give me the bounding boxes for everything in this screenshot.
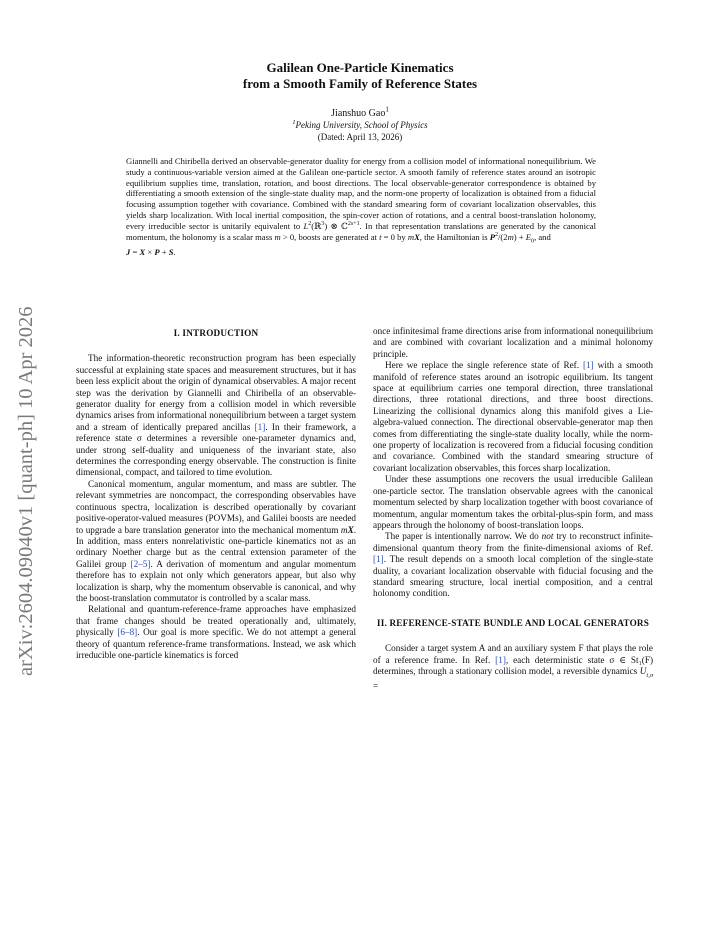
author-line: Jianshuo Gao$^1$ (331, 105, 389, 119)
math-hilbert-space: L (303, 220, 309, 231)
intro-paragraph-3: Relational and quantum-reference-frame approaches have emphasized that frame changes should be treated operationally and, ultimately, physically [6–8]. Our goal is more specific. We do not attempt a general theory of quantum reference-frame transformations. Instead, we ask which irreducible one-particle kinematics is forced (76, 604, 357, 660)
dated-line: (Dated: April 13, 2026) (317, 132, 403, 142)
paper-title-line-1: Galilean One-Particle Kinematics (266, 60, 454, 75)
section-heading-introduction: I. INTRODUCTION (173, 328, 259, 338)
math-mass: m (274, 231, 281, 242)
abstract-text-4: by (397, 231, 406, 242)
abstract-text-2: . In that representation translations are generated by the canonical momentum, the holonomy is a scalar mass (126, 220, 597, 242)
abstract-text-1: Giannelli and Chiribella derived an observable-generator duality for energy from a collision model of informational nonequilibrium. We study a continuous-variable version aimed at the Galilean one-particle sector. A smooth family of reference states around an isotropic equilibrium supplies time, translation, rotation, and boost directions. The local observable-generator correspondence is obtained by differentiating a smooth extension of the single-state duality map, and the norm-one property of localization is obtained from a fiducial focusing assumption together with covariance. Combined with the standard smearing form of covariant localization observables, this yields sharp localization. With local inertial composition, the spin-cover action of rotations, and a central boost-translation holonomy, every irreducible sector is unitarily equivalent to (126, 156, 596, 231)
arxiv-identifier-stamp (8, 240, 42, 680)
arxiv-id-text: arXiv:2604.09040v1 [quant-ph] 10 Apr 2026 (15, 306, 37, 676)
right-column (373, 326, 653, 693)
section-heading-reference-state-bundle: II. REFERENCE-STATE BUNDLE AND LOCAL GENERATORS (376, 617, 650, 628)
citation-link[interactable]: [1] (582, 360, 594, 371)
abstract-text-3: , boosts are generated at (294, 231, 377, 242)
citation-link[interactable]: [1] (373, 554, 384, 565)
intro-paragraph-6: The paper is intentionally narrow. We do not try to reconstruct infinite-dimensional quantum theory from the finite-dimensional axioms of Ref. [1]. The result depends on a smooth local completion of the single-state duality, a covariant localization observable with fiducial focusing and the standard smearing structure, local inertial composition, and a central holonomy condition. (373, 531, 653, 599)
math-angular-momentum: J (126, 247, 131, 258)
affiliation-line: $^1$Peking University, School of Physics (292, 119, 428, 130)
intro-paragraph-4: Here we replace the single reference state of Ref. [1] with a smooth manifold of reference states around an isotropic equilibrium. Its tangent space at equilibrium carries one temporal direction, three translational directions, three rotational directions, and three boost directions. Linearizing the collisional dynamics along this manifold gives a Lie-algebra-valued connection. The directional observable-generator map then comes from differentiating the single-state duality locally, while the norm-one property of localization is recovered from a fiducial focusing condition and covariance. Combined with the standard smearing structure of covariant localization observables, this forces sharp localization. (373, 360, 654, 473)
math-position-operator: X (414, 231, 420, 242)
intro-paragraph-5: Under these assumptions one recovers the usual irreducible Galilean one-particle sector. The translation observable agrees with the canonical momentum selected by sharp localization together with boost covariance of momentum, angular momentum takes the orbital-plus-spin form, and mass appears through the holonomy of boost-translation loops. (373, 474, 653, 530)
paper-title-line-2: from a Smooth Family of Reference States (242, 76, 478, 91)
intro-paragraph-2: Canonical momentum, angular momentum, and mass are subtler. The relevant symmetries are noncompact, the corresponding observables have continuous spectra, localization is described operationally by covariant positive-operator-valued measures (POVMs), and Galilei boosts are needed to upgrade a bare translation generator into the mechanical momentum mX. In addition, mass enters nonrelativistic one-particle kinematics not as an ordinary Noether charge but as the central extension parameter of the Galilei group [2–5]. A derivation of momentum and angular momentum therefore has to explain not only which generators appear, but also why localization is sharp, why the momentum observable is canonical, and why the boost-translation commutator is controlled by a scalar mass. (76, 478, 357, 603)
title-block (100, 60, 620, 143)
abstract-text-6: , and (534, 231, 551, 242)
intro-paragraph-3-continued: once infinitesimal frame directions arise from informational nonequilibrium and are combined with covariant localization and a minimal holonomy principle. (373, 326, 653, 359)
citation-link[interactable]: [2–5] (130, 558, 151, 569)
affiliation-text: Peking University, School of Physics (295, 120, 428, 130)
abstract-text-5: , the Hamiltonian is (419, 231, 488, 242)
author-name: Jianshuo Gao (331, 108, 386, 119)
left-column (76, 326, 356, 661)
intro-paragraph-1: The information-theoretic reconstruction program has been especially successful at explaining state spaces and measurement structures, but it has been less explicit about the origin of dynamical observables. A major recent step was the derivation by Giannelli and Chiribella of an observable-generator duality for energy from a collision model in which reversible dynamics arises from informational nonequilibrium between a target system and a stream of identically prepared ancillas [1]. In their framework, a reference state σ determines a reversible one-parameter dynamics and, under strong self-duality and uniqueness of the invariant state, also determines the corresponding energy observable. The construction is finite dimensional, compact, and tailored to time evolution. (76, 353, 357, 478)
citation-link[interactable]: [1] (495, 654, 506, 665)
citation-link[interactable]: [1] (254, 421, 266, 432)
citation-link[interactable]: [6–8] (117, 627, 138, 638)
math-time-zero: t (379, 231, 382, 242)
section2-paragraph-1: Consider a target system A and an auxiliary system F that plays the role of a reference frame. In Ref. [1], each deterministic state σ ∈ St₁(F) determines, through a stationary collision model, a reversible dynamics $U_{t,\sigma}$ = (373, 643, 653, 692)
abstract: Giannelli and Chiribella derived an observable-generator duality for energy from a collision model of informational nonequilibrium. We study a continuous-variable version aimed at the Galilean one-particle sector. A smooth family of reference states around an isotropic equilibrium supplies time, translation, rotation, and boost directions. The local observable-generator correspondence is obtained by differentiating a smooth extension of the single-state duality map, and the norm-one property of localization is obtained from a fiducial focusing assumption together with covariance. Combined with the standard smearing form of covariant localization observables, this yields sharp localization. With local inertial composition, the spin-cover action of rotations, and a central boost-translation holonomy, every irreducible sector is unitarily equivalent to $L^2(ℝ^3)$ ⊗ ℂ$^{2s+1}$. In that representation translations are generated by the canonical momentum, the holonomy is a scalar mass m > 0, boosts are generated at t = 0 by mX, the Hamiltonian is $P^2/(2m) + E_0$, and J = X × P + S. (126, 156, 597, 258)
